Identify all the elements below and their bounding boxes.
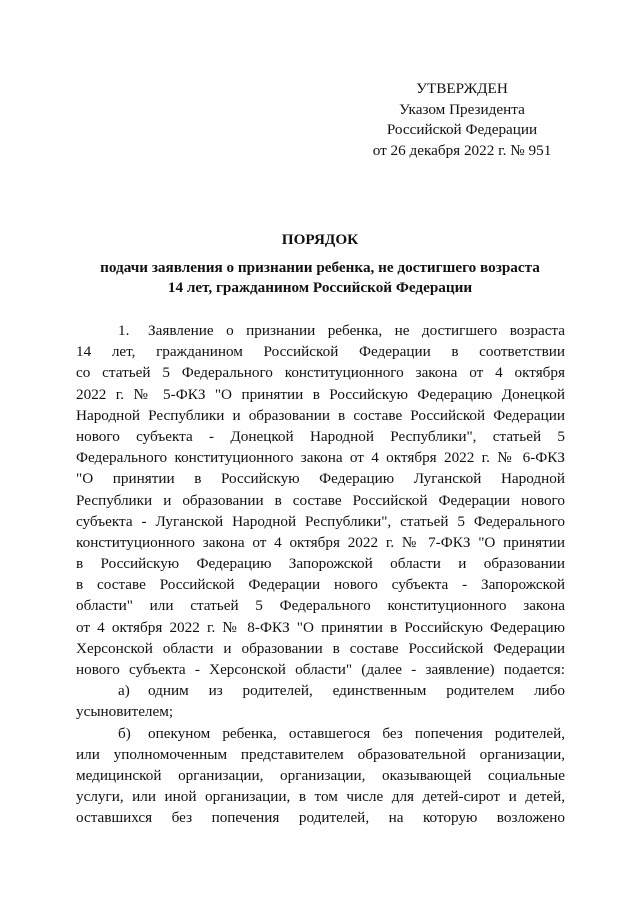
body-line: Народной Республики и образовании в составе Российской Федерации (76, 406, 565, 424)
body-line: услуги, или иной организации, в том числе для детей-сирот и детей, (76, 788, 565, 806)
body-line: 2022 г. № 5-ФКЗ "О принятии в Российскую Федерацию Донецкой (76, 385, 565, 403)
body-line: конституционного закона от 4 октября 2022 г. № 7-ФКЗ "О принятии (76, 533, 565, 551)
document-title: ПОРЯДОК (281, 231, 359, 248)
body-line: "О принятии в Российскую Федерацию Луганской Народной (76, 470, 565, 488)
line-text: одним из родителей, единственным родителем либо (148, 682, 565, 700)
line-text: Заявление о признании ребенка, не достигшего возраста (148, 322, 565, 339)
body-line: в Российскую Федерацию Запорожской области и образовании (76, 555, 565, 573)
body-line: субъекта - Луганской Народной Республики", статьей 5 Федерального (76, 512, 565, 530)
subtitle-line: подачи заявления о признании ребенка, не достигшего возраста (100, 259, 540, 276)
body-line: нового субъекта - Донецкой Народной Республики", статьей 5 (76, 427, 565, 445)
approval-block (360, 79, 564, 161)
body-line: нового субъекта - Херсонской области" (далее - заявление) подается: (76, 661, 565, 678)
item-letter: а) (118, 682, 130, 700)
item-letter: б) (118, 724, 131, 742)
approval-line-1: УТВЕРЖДЕН (416, 80, 508, 97)
body-line (76, 320, 565, 341)
body-text (76, 320, 565, 829)
body-line: Федерального конституционного закона от 4 октября 2022 г. № 6-ФКЗ (76, 449, 565, 467)
line-text: опекуном ребенка, оставшегося без попечения родителей, (148, 724, 565, 742)
item-number: 1. (118, 322, 130, 339)
body-line: 14 лет, гражданином Российской Федерации в соответствии (76, 343, 565, 361)
body-line: в составе Российской Федерации нового субъекта - Запорожской (76, 576, 565, 594)
body-line: Республики и образовании в составе Российской Федерации нового (76, 491, 565, 509)
approval-line-2: Указом Президента (399, 100, 525, 118)
body-line: усыновителем; (76, 703, 174, 721)
body-line: Херсонской области и образовании в составе Российской Федерации (76, 639, 565, 657)
document-subtitle (0, 258, 640, 298)
body-line (76, 680, 565, 701)
body-line: со статьей 5 Федерального конституционного закона от 4 октября (76, 364, 565, 382)
body-line: медицинской организации, организации, оказывающей социальные (76, 766, 565, 784)
body-line (76, 723, 565, 744)
approval-line-4: от 26 декабря 2022 г. № 951 (372, 141, 552, 159)
body-line: области" или статьей 5 Федерального конституционного закона (76, 597, 565, 615)
body-line: или уполномоченным представителем образовательной организации, (76, 745, 565, 763)
body-line: оставшихся без попечения родителей, на которую возложено (76, 809, 565, 827)
body-line: от 4 октября 2022 г. № 8-ФКЗ "О принятии в Российскую Федерацию (76, 618, 565, 636)
approval-line-3: Российской Федерации (386, 121, 538, 138)
subtitle-line: 14 лет, гражданином Российской Федерации (167, 279, 473, 296)
